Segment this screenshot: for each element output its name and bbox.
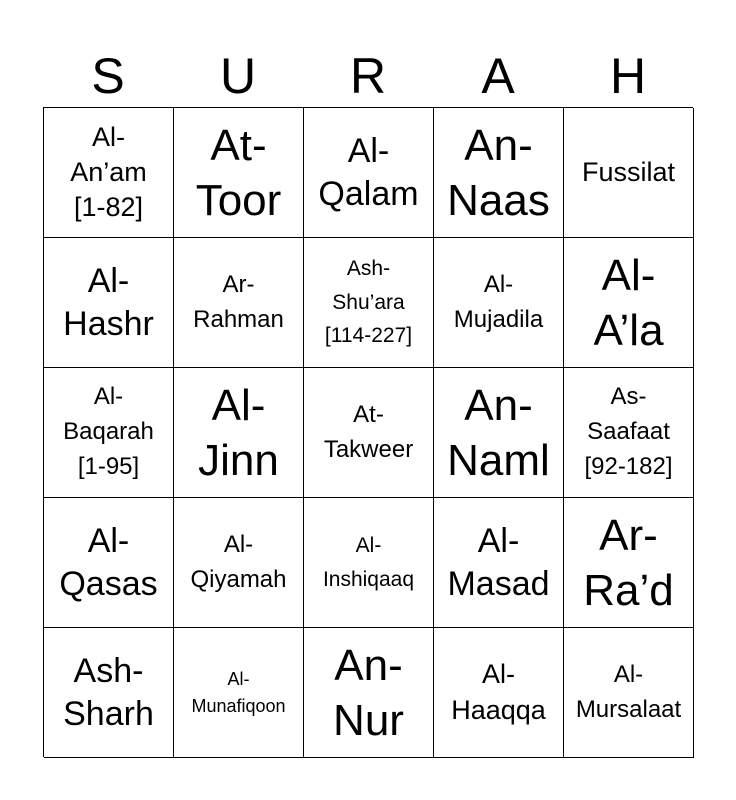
bingo-cell-r2-c5[interactable]: Al- A’la	[564, 238, 694, 368]
bingo-cell-r4-c5[interactable]: Ar- Ra’d	[564, 498, 694, 628]
header-letter-s: S	[91, 48, 125, 104]
bingo-cell-r3-c4[interactable]: An- Naml	[434, 368, 564, 498]
header-letter-r: R	[349, 48, 387, 104]
header-letter-u: U	[219, 48, 257, 104]
bingo-cell-r3-c2[interactable]: Al- Jinn	[174, 368, 304, 498]
bingo-cell-r5-c2[interactable]: Al- Munafiqoon	[174, 628, 304, 758]
bingo-cell-r4-c3[interactable]: Al- Inshiqaaq	[304, 498, 434, 628]
bingo-cell-r3-c3[interactable]: At- Takweer	[304, 368, 434, 498]
bingo-cell-r5-c4[interactable]: Al- Haaqqa	[434, 628, 564, 758]
bingo-grid	[43, 107, 693, 757]
bingo-cell-r5-c3[interactable]: An- Nur	[304, 628, 434, 758]
header-letter-h: H	[609, 48, 647, 104]
bingo-cell-r1-c5[interactable]: Fussilat	[564, 108, 694, 238]
bingo-cell-r5-c1[interactable]: Ash- Sharh	[44, 628, 174, 758]
header-letter-a: A	[481, 48, 515, 104]
bingo-cell-r1-c4[interactable]: An- Naas	[434, 108, 564, 238]
bingo-header	[43, 44, 693, 108]
bingo-cell-r1-c1[interactable]: Al- An’am [1-82]	[44, 108, 174, 238]
bingo-cell-r4-c4[interactable]: Al- Masad	[434, 498, 564, 628]
bingo-cell-r4-c1[interactable]: Al- Qasas	[44, 498, 174, 628]
bingo-cell-r2-c2[interactable]: Ar- Rahman	[174, 238, 304, 368]
bingo-cell-r2-c4[interactable]: Al- Mujadila	[434, 238, 564, 368]
bingo-cell-r1-c2[interactable]: At- Toor	[174, 108, 304, 238]
bingo-cell-r4-c2[interactable]: Al- Qiyamah	[174, 498, 304, 628]
bingo-cell-r1-c3[interactable]: Al- Qalam	[304, 108, 434, 238]
bingo-cell-r2-c1[interactable]: Al- Hashr	[44, 238, 174, 368]
bingo-cell-r3-c5[interactable]: As- Saafaat [92-182]	[564, 368, 694, 498]
bingo-cell-r5-c5[interactable]: Al- Mursalaat	[564, 628, 694, 758]
bingo-cell-r3-c1[interactable]: Al- Baqarah [1-95]	[44, 368, 174, 498]
bingo-cell-r2-c3[interactable]: Ash- Shu’ara [114-227]	[304, 238, 434, 368]
